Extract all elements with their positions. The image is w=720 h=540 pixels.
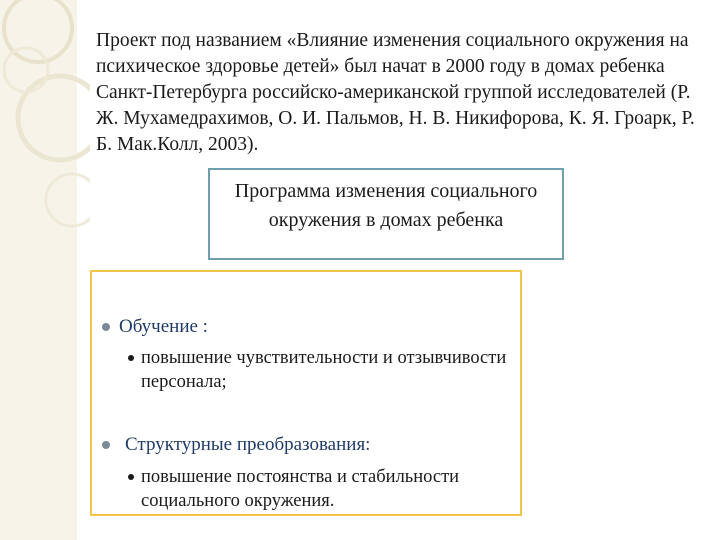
list-item-training: Обучение : bbox=[119, 316, 208, 337]
intro-paragraph: Проект под названием «Влияние изменения социального окружения на психическое здоровье детей» был начат в 2000 году в домах ребенка Санкт-Петербурга российско-американской группой исследователей (Р. Ж. Мухамедрахимов, О. И. Пальмов, Н. В. Никифорова, К. Я. Гроарк, Р. Б. Мак.Колл, 2003). bbox=[96, 30, 695, 155]
list-item-structural: Структурные преобразования: bbox=[125, 434, 371, 455]
sub-item-structural: повышение постоянства и стабильности социального окружения. bbox=[141, 467, 460, 511]
program-title: Программа изменения социального окружения в домах ребенка bbox=[234, 180, 538, 231]
sub-bullet-icon bbox=[128, 355, 134, 361]
sub-item-training: повышение чувствительности и отзывчивости персонала; bbox=[141, 348, 507, 392]
bullet-icon bbox=[102, 441, 110, 449]
measures-list-box bbox=[90, 270, 522, 516]
sub-bullet-icon bbox=[128, 474, 134, 480]
bullet-icon bbox=[102, 323, 110, 331]
decorative-circles bbox=[0, 0, 90, 540]
program-title-box bbox=[208, 168, 564, 260]
